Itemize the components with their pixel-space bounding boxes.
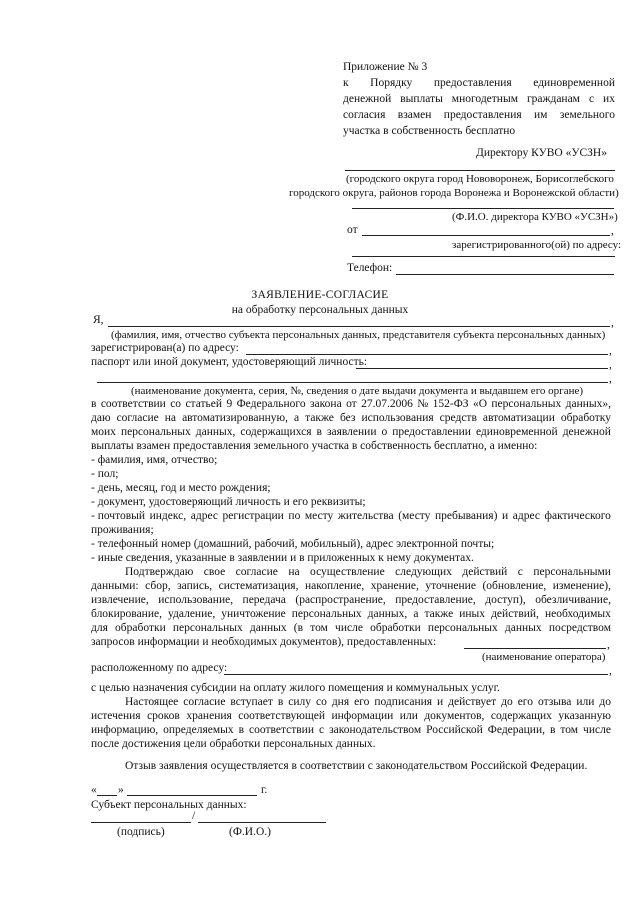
- word: действий,: [491, 608, 539, 620]
- word: адрес: [190, 510, 218, 522]
- word: месту: [304, 510, 334, 522]
- word: силу: [288, 696, 312, 708]
- list-item-5-line-2: проживания;: [91, 524, 154, 536]
- word: иных: [459, 608, 486, 620]
- word: или: [576, 696, 595, 708]
- word: обработку: [560, 412, 611, 424]
- word: 152-ФЗ: [432, 398, 469, 410]
- word: с: [588, 93, 595, 105]
- word: со: [316, 696, 327, 708]
- word: передача: [242, 594, 286, 606]
- word: индекс,: [149, 510, 187, 522]
- word: обработки: [370, 622, 421, 634]
- word: согласия: [343, 109, 386, 121]
- district-line[interactable]: [345, 170, 615, 171]
- word: Настоящее: [125, 696, 179, 708]
- word: дня: [331, 696, 350, 708]
- from-line[interactable]: [362, 235, 610, 236]
- word: (распространение,: [295, 594, 386, 606]
- passport-end-2: ,: [609, 373, 612, 385]
- p2-line-6: запросов информации и необходимых документов), предоставленных:: [91, 636, 437, 648]
- word: (месту: [398, 510, 431, 522]
- word: гражданам: [526, 93, 580, 105]
- signature-line[interactable]: [91, 822, 191, 823]
- title-main: ЗАЯВЛЕНИЕ-СОГЛАСИЕ: [251, 289, 389, 301]
- word: данных,: [195, 426, 236, 438]
- word: или: [399, 710, 418, 722]
- word: и: [437, 696, 444, 708]
- word: с: [318, 724, 325, 736]
- word: денежной: [343, 93, 392, 105]
- list-item: - пол;: [91, 468, 119, 480]
- word: соответствии: [100, 398, 166, 410]
- word: Порядку: [370, 77, 413, 89]
- word: определяемых: [163, 724, 234, 736]
- word: фактического: [544, 510, 611, 522]
- word: данных: [249, 622, 287, 634]
- operator-end: ,: [607, 639, 610, 651]
- word: средств: [439, 412, 477, 424]
- p1-line-2: [91, 413, 611, 425]
- word: а: [413, 608, 419, 620]
- word: данными:: [91, 580, 139, 592]
- word: закона: [310, 398, 342, 410]
- registered-line[interactable]: [246, 354, 608, 355]
- word: по: [288, 510, 301, 522]
- word: персональных: [120, 426, 191, 438]
- word: соответствии: [249, 724, 314, 736]
- word: выплаты: [400, 93, 443, 105]
- word: данных,: [367, 608, 408, 620]
- word: 9: [226, 398, 233, 410]
- address-line[interactable]: [352, 256, 615, 257]
- word: хранения: [186, 710, 232, 722]
- word: о: [381, 426, 388, 438]
- word: том: [310, 622, 328, 634]
- word: персональных: [291, 608, 362, 620]
- word: согласие: [116, 412, 159, 424]
- list-item-7: - иные сведения, указанные в заявлении и в приложенных к нему документах.: [91, 552, 474, 564]
- date-close: »: [118, 784, 124, 796]
- registered-caption: зарегистрированного(ой) по адресу:: [452, 239, 622, 251]
- word: до: [599, 696, 611, 708]
- word: использование,: [158, 594, 234, 606]
- word: накопление,: [304, 580, 365, 592]
- word: «О: [472, 398, 487, 410]
- list-item: - документ, удостоверяющий личность и его реквизиты;: [91, 496, 366, 508]
- from-label: от: [347, 224, 358, 236]
- p3-line-1: [125, 697, 611, 709]
- list-item: - фамилия, имя, отчество;: [91, 454, 218, 466]
- word: №: [417, 398, 429, 410]
- word: персональных: [427, 622, 498, 634]
- word: следующих: [395, 566, 452, 578]
- addressee-director: Директору КУВО «УСЗН»: [476, 147, 607, 159]
- p1-line-4: выплаты взамен предоставления земельного участка в собственность бесплатно, а именно:: [91, 440, 538, 452]
- word: отзыва: [537, 696, 572, 708]
- word: обезличивание,: [535, 594, 611, 606]
- p4: Отзыв заявления осуществляется в соответствии с законодательством Российской Федерации.: [125, 760, 588, 772]
- word: предоставления: [443, 109, 522, 121]
- word: их: [603, 93, 615, 105]
- word: свое: [203, 566, 226, 578]
- p3-line-4: после достижения цели обработки персональных данных.: [91, 738, 376, 750]
- word: необходимых: [544, 608, 611, 620]
- word: систематизация,: [218, 580, 299, 592]
- p2-line-5: [91, 623, 611, 635]
- word: в: [238, 724, 245, 736]
- word: с: [517, 566, 523, 578]
- list-item-5-line-1: [91, 511, 611, 523]
- fio-caption: (фамилия, имя, отчество субъекта персональных данных, представителя субъекта персональных данных): [111, 329, 606, 341]
- word: на: [288, 566, 300, 578]
- word: осуществление: [310, 566, 385, 578]
- registered-end: ,: [609, 345, 612, 357]
- passport-line[interactable]: [356, 368, 608, 369]
- date-open: «: [91, 784, 97, 796]
- doc-caption: (наименование документа, серия, №, сведения о дате выдачи документа и выдавшем его органе): [131, 385, 584, 397]
- p2-line-3: [91, 595, 611, 607]
- word: согласие: [235, 566, 278, 578]
- word: статьей: [185, 398, 223, 410]
- word: также: [424, 608, 454, 620]
- list-item-6: - телефонный номер (домашний, рабочий, мобильный), адрес электронной почты;: [91, 538, 495, 550]
- word: пребывания): [435, 510, 498, 522]
- p2-line-4: [91, 609, 611, 621]
- operator-line[interactable]: [464, 648, 606, 649]
- word: персональных: [172, 622, 243, 634]
- registered-label: зарегистрирован(а) по адресу:: [91, 342, 239, 354]
- word: числе: [335, 622, 363, 634]
- director-fio-caption: (Ф.И.О. директора КУВО «УСЗН»): [452, 211, 618, 223]
- appendix-line-1: [343, 78, 615, 90]
- word: действий: [462, 566, 508, 578]
- word: персональных: [491, 398, 562, 410]
- p2-line-2: [91, 581, 611, 593]
- word: моих: [91, 426, 116, 438]
- from-end: ,: [611, 225, 614, 237]
- word: том: [560, 724, 579, 736]
- applicant-fio-line[interactable]: [108, 326, 610, 327]
- word: истечения: [91, 710, 141, 722]
- word: законодательством: [329, 724, 422, 736]
- word: соответствующей: [238, 710, 325, 722]
- subject-label: Субъект персональных данных:: [91, 799, 247, 811]
- word: в: [277, 696, 284, 708]
- purpose: с целью назначения субсидии на оплату жилого помещения и коммунальных услуг.: [91, 682, 500, 694]
- word: предоставлении: [392, 426, 471, 438]
- word: в: [549, 724, 556, 736]
- word: обработки: [115, 622, 166, 634]
- footer-fio-caption: (Ф.И.О.): [229, 826, 271, 838]
- located-end: ,: [609, 665, 612, 677]
- located-label: расположенному по адресу:: [91, 662, 228, 674]
- p1-line-1: [91, 399, 611, 411]
- word: указанную: [558, 710, 611, 722]
- word: числе: [583, 724, 611, 736]
- word: посредством: [548, 622, 611, 634]
- word: изменение),: [552, 580, 611, 592]
- word: также: [305, 412, 334, 424]
- word: согласие: [183, 696, 226, 708]
- slash: /: [192, 810, 196, 822]
- word: Федерального: [236, 398, 306, 410]
- word: - почтовый: [91, 510, 146, 522]
- district-caption-2: городского округа, районов города Воронежа и Воронежской области): [289, 187, 619, 199]
- day-line[interactable]: [97, 795, 117, 796]
- word: действует: [448, 696, 497, 708]
- word: жительства: [337, 510, 394, 522]
- p3-line-2: [91, 711, 611, 723]
- word: им: [534, 109, 548, 121]
- word: сроков: [147, 710, 180, 722]
- fio-line[interactable]: [198, 822, 326, 823]
- located-line[interactable]: [224, 674, 608, 675]
- word: его: [354, 696, 370, 708]
- word: запись,: [177, 580, 213, 592]
- word: к: [343, 77, 349, 89]
- appendix-line-4: участка в собственность бесплатно: [343, 125, 516, 137]
- month-year-line[interactable]: [127, 795, 257, 796]
- i-label: Я,: [93, 314, 104, 326]
- passport-line-2[interactable]: [97, 382, 608, 383]
- phone-label: Телефон:: [347, 262, 393, 274]
- word: уничтожение: [221, 608, 286, 620]
- word: денежной: [562, 426, 611, 438]
- word: Подтверждаю: [125, 566, 194, 578]
- word: использования: [361, 412, 434, 424]
- word: извлечение,: [91, 594, 149, 606]
- word: Российской: [426, 724, 483, 736]
- word: и: [502, 510, 509, 522]
- word: хранение,: [370, 580, 419, 592]
- word: без: [339, 412, 356, 424]
- word: в: [91, 398, 97, 410]
- word: (в: [293, 622, 304, 634]
- sign-caption: (подпись): [117, 826, 165, 838]
- word: доступ),: [485, 594, 526, 606]
- word: удаление,: [168, 608, 216, 620]
- p1-line-3: [91, 427, 611, 439]
- word: взамен: [397, 109, 432, 121]
- word: информации: [331, 710, 394, 722]
- word: единовременной: [533, 77, 615, 89]
- word: даю: [91, 412, 111, 424]
- word: его: [517, 696, 533, 708]
- word: подписания: [374, 696, 433, 708]
- word: на: [164, 412, 177, 424]
- word: 27.07.2006: [361, 398, 413, 410]
- word: до: [501, 696, 513, 708]
- p2-line-1: [125, 567, 611, 579]
- word: адрес: [512, 510, 540, 522]
- word: вступает: [230, 696, 273, 708]
- word: в: [316, 426, 322, 438]
- word: со: [170, 398, 182, 410]
- word: уточнение: [425, 580, 476, 592]
- passport-end: ,: [609, 359, 612, 371]
- word: автоматизации: [482, 412, 555, 424]
- word: содержащих: [490, 710, 552, 722]
- district-caption-1: (городского округа город Нововоронеж, Борисоглебского: [346, 173, 614, 185]
- word: земельного: [559, 109, 615, 121]
- word: данных: [504, 622, 542, 634]
- title-sub: на обработку персональных данных: [231, 304, 409, 316]
- list-item: - день, месяц, год и место рождения;: [91, 482, 271, 494]
- appendix-number: Приложение № 3: [343, 61, 428, 73]
- word: данных»,: [565, 398, 611, 410]
- word: (обновление,: [482, 580, 547, 592]
- word: для: [91, 622, 108, 634]
- word: содержащихся: [240, 426, 312, 438]
- word: заявлении: [326, 426, 377, 438]
- fio-end: ,: [611, 317, 614, 329]
- director-fio-line[interactable]: [352, 208, 614, 209]
- word: блокирование,: [91, 608, 162, 620]
- phone-line[interactable]: [396, 274, 614, 275]
- word: от: [346, 398, 357, 410]
- appendix-line-2: [343, 94, 615, 106]
- appendix-line-3: [343, 110, 615, 122]
- year-suffix: г.: [261, 784, 268, 796]
- operator-caption: (наименование оператора): [482, 651, 606, 663]
- word: предоставления: [433, 77, 512, 89]
- p3-line-3: [91, 725, 611, 737]
- word: регистрации: [222, 510, 284, 522]
- word: а: [294, 412, 300, 424]
- word: единовременной: [475, 426, 558, 438]
- word: многодетным: [451, 93, 518, 105]
- word: сбор,: [145, 580, 171, 592]
- word: документов,: [424, 710, 485, 722]
- word: Федерации,: [487, 724, 545, 736]
- word: информацию,: [91, 724, 159, 736]
- word: персональными: [533, 566, 611, 578]
- passport-label: паспорт или иной документ, удостоверяющий личность:: [91, 356, 368, 368]
- word: автоматизированную,: [182, 412, 289, 424]
- word: предоставление,: [395, 594, 476, 606]
